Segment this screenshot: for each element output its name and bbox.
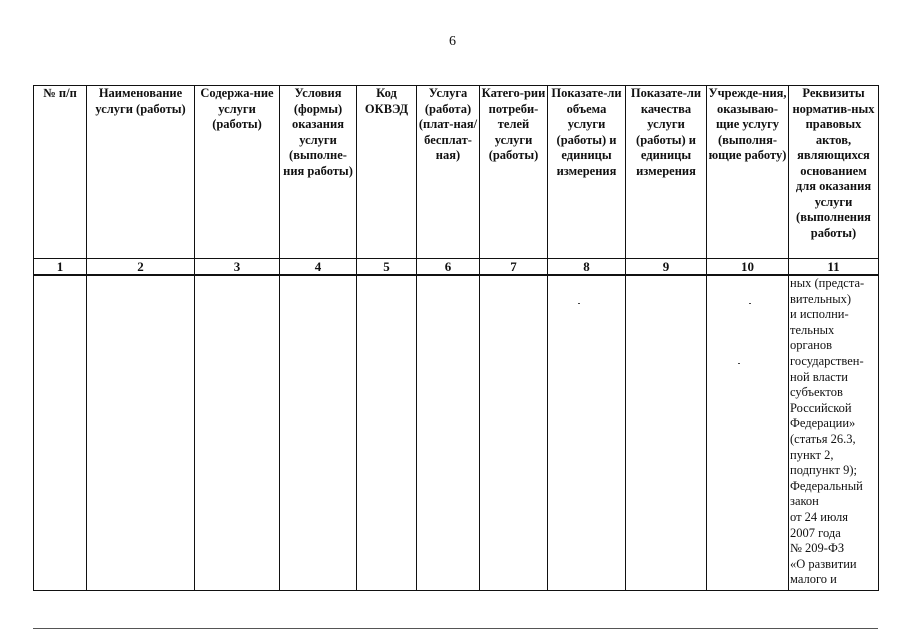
table-cell [280,275,357,591]
legal-acts-text: ных (предста- вительных) и исполни- тельных органов государствен- ной власти субъектов Российской Федерации» (статья 26.3, пункт 2, подпункт 9); Федеральный закон от 24 июля 2007 года № 209-ФЗ «О развитии малого и [790,276,865,587]
header-cell-conditions: Условия (формы) оказания услуги (выполне-ния работы) [280,86,357,259]
header-cell-institutions: Учрежде-ния, оказываю-щие услугу (выполня-ющие работу) [707,86,789,259]
table-cell [195,275,280,591]
column-number: 3 [195,259,280,276]
column-number: 8 [548,259,626,276]
legal-acts-cell [789,275,879,591]
table-cell [357,275,417,591]
table-cell [417,275,480,591]
column-number: 1 [34,259,87,276]
scan-speck [749,303,751,304]
header-row [34,86,879,259]
page-number: 6 [449,34,456,49]
column-number: 4 [280,259,357,276]
header-cell-quality-indicators: Показате-ли качества услуги (работы) и единицы измерения [626,86,707,259]
table-cell [480,275,548,591]
table-cell [34,275,87,591]
table-cell [707,275,789,591]
table-row [34,275,879,591]
header-cell-okved-code: Код ОКВЭД [357,86,417,259]
services-registry-table [33,85,879,591]
header-cell-consumer-categories: Катего-рии потреби-телей услуги (работы) [480,86,548,259]
header-cell-legal-acts: Реквизиты норматив-ных правовых актов, являющихся основанием для оказания услуги (выполнения работы) [789,86,879,259]
scan-bottom-edge [33,628,878,629]
column-number: 9 [626,259,707,276]
column-number: 5 [357,259,417,276]
header-cell-service-content: Содержа-ние услуги (работы) [195,86,280,259]
table-cell [548,275,626,591]
column-number: 10 [707,259,789,276]
header-cell-volume-indicators: Показате-ли объема услуги (работы) и единицы измерения [548,86,626,259]
header-cell-service-name: Наименование услуги (работы) [87,86,195,259]
column-number: 2 [87,259,195,276]
column-number: 6 [417,259,480,276]
column-number: 7 [480,259,548,276]
scan-speck [578,303,580,304]
column-number-row [34,259,879,276]
header-cell-paid-free: Услуга (работа) (плат-ная/ бесплат-ная) [417,86,480,259]
table-cell [87,275,195,591]
table-cell [626,275,707,591]
scan-speck [738,363,740,364]
column-number: 11 [789,259,879,276]
header-cell-number: № п/п [34,86,87,259]
